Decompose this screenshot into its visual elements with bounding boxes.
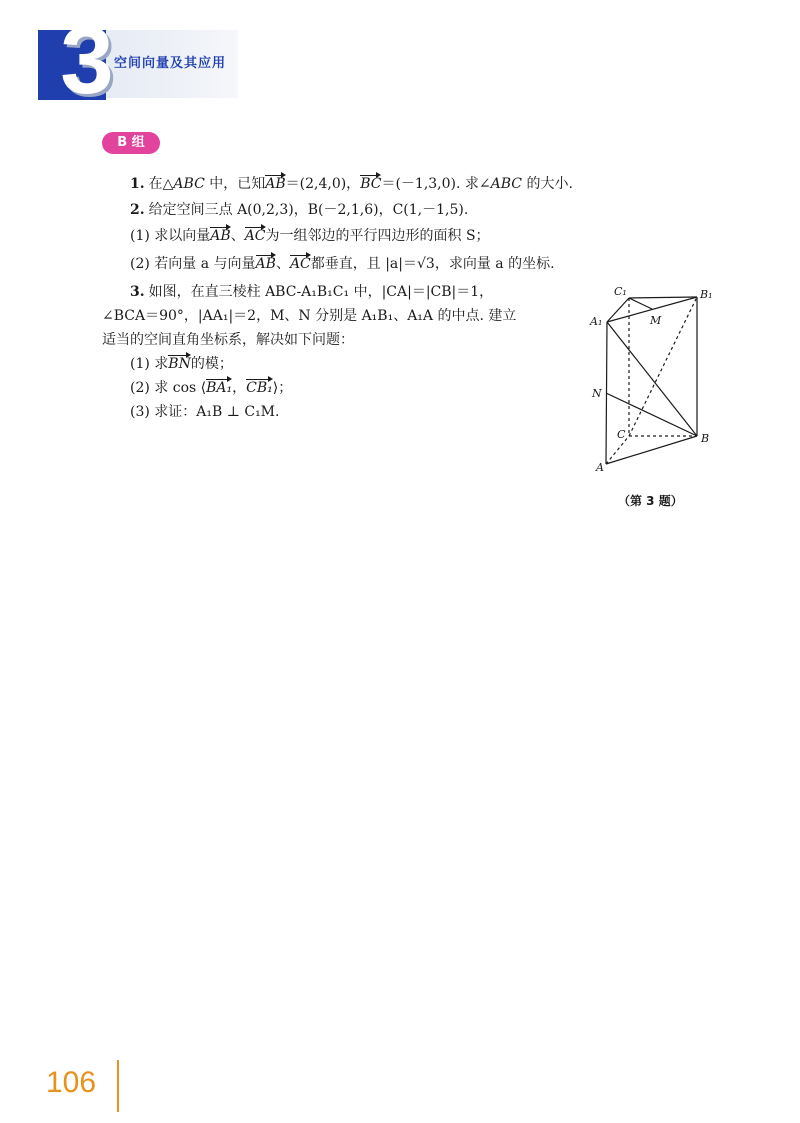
segment-CB1-hidden: [629, 297, 697, 436]
chapter-title: 空间向量及其应用: [114, 56, 227, 71]
problem-text: 给定空间三点 A(0,2,3)，B(－2,1,6)，C(1,－1,5).: [148, 202, 469, 218]
problem-3-question-3: (3) 求证：A₁B ⊥ C₁M.: [130, 404, 280, 420]
problem-1: [130, 174, 573, 194]
page-number: 106: [46, 1066, 97, 1099]
problem-2: [130, 200, 468, 220]
text: ＝(－1,3,0). 求∠: [381, 176, 491, 192]
problem-3: [130, 282, 493, 302]
text: 在△: [148, 176, 174, 192]
label-N: N: [592, 387, 602, 400]
problem-3-question-1: [130, 354, 233, 374]
text: (2) 若向量 a 与向量: [130, 256, 256, 272]
text: ABC: [490, 176, 523, 192]
text: 中，已知: [204, 176, 266, 192]
text: (2) 求 cos ⟨: [130, 380, 207, 396]
label-C1: C₁: [614, 285, 627, 298]
label-B1: B₁: [700, 288, 713, 301]
problem-3-question-2: [130, 378, 292, 398]
problem-number: 3.: [130, 284, 145, 300]
vector: CB₁: [246, 380, 273, 396]
chapter-number: 3: [60, 7, 114, 114]
problem-number: 2.: [130, 202, 145, 218]
label-M: M: [650, 314, 662, 327]
segment-A1B: [607, 322, 697, 436]
text: 、: [230, 228, 245, 244]
text: ABC: [173, 176, 205, 192]
section-badge: B 组: [102, 132, 160, 154]
label-A: A: [596, 461, 604, 474]
text: 、: [275, 256, 290, 272]
problem-3-line-3: 适当的空间直角坐标系，解决如下问题：: [102, 332, 354, 348]
text: ⟩；: [272, 380, 293, 396]
page-number-rule: [117, 1060, 119, 1112]
text: (1) 求: [130, 356, 169, 372]
segment-C1M: [629, 298, 652, 309]
vector: AB: [255, 256, 276, 272]
problem-2-part-2: [130, 254, 555, 274]
vector: BC: [360, 176, 382, 192]
edge-C1B1: [629, 297, 697, 298]
text: ＝(2,4,0)，: [285, 176, 361, 192]
figure-caption: （第 3 题）: [618, 494, 683, 508]
text: ，: [232, 380, 247, 396]
label-B: B: [701, 432, 710, 445]
problem-number: 1.: [130, 176, 145, 192]
text: 为一组邻边的平行四边形的面积 S；: [265, 228, 490, 244]
prism-diagram: [586, 282, 726, 482]
text: 的大小.: [522, 176, 573, 192]
problem-2-part-1: [130, 226, 490, 246]
vector: AB: [210, 228, 231, 244]
vector: BN: [168, 356, 191, 372]
label-A1: A₁: [590, 315, 603, 328]
vector: AC: [289, 256, 311, 272]
vector: AB: [265, 176, 286, 192]
text: 的模；: [190, 356, 233, 372]
vector: BA₁: [206, 380, 233, 396]
text: (1) 求以向量: [130, 228, 211, 244]
text: 如图，在直三棱柱 ABC-A₁B₁C₁ 中，|CA|＝|CB|＝1，: [148, 284, 494, 300]
text: 都垂直，且 |a|＝√3，求向量 a 的坐标.: [310, 256, 555, 272]
vector: AC: [244, 228, 266, 244]
label-C: C: [617, 428, 626, 441]
problem-3-line-2: ∠BCA＝90°，|AA₁|＝2，M、N 分别是 A₁B₁、A₁A 的中点. 建立: [102, 308, 517, 324]
